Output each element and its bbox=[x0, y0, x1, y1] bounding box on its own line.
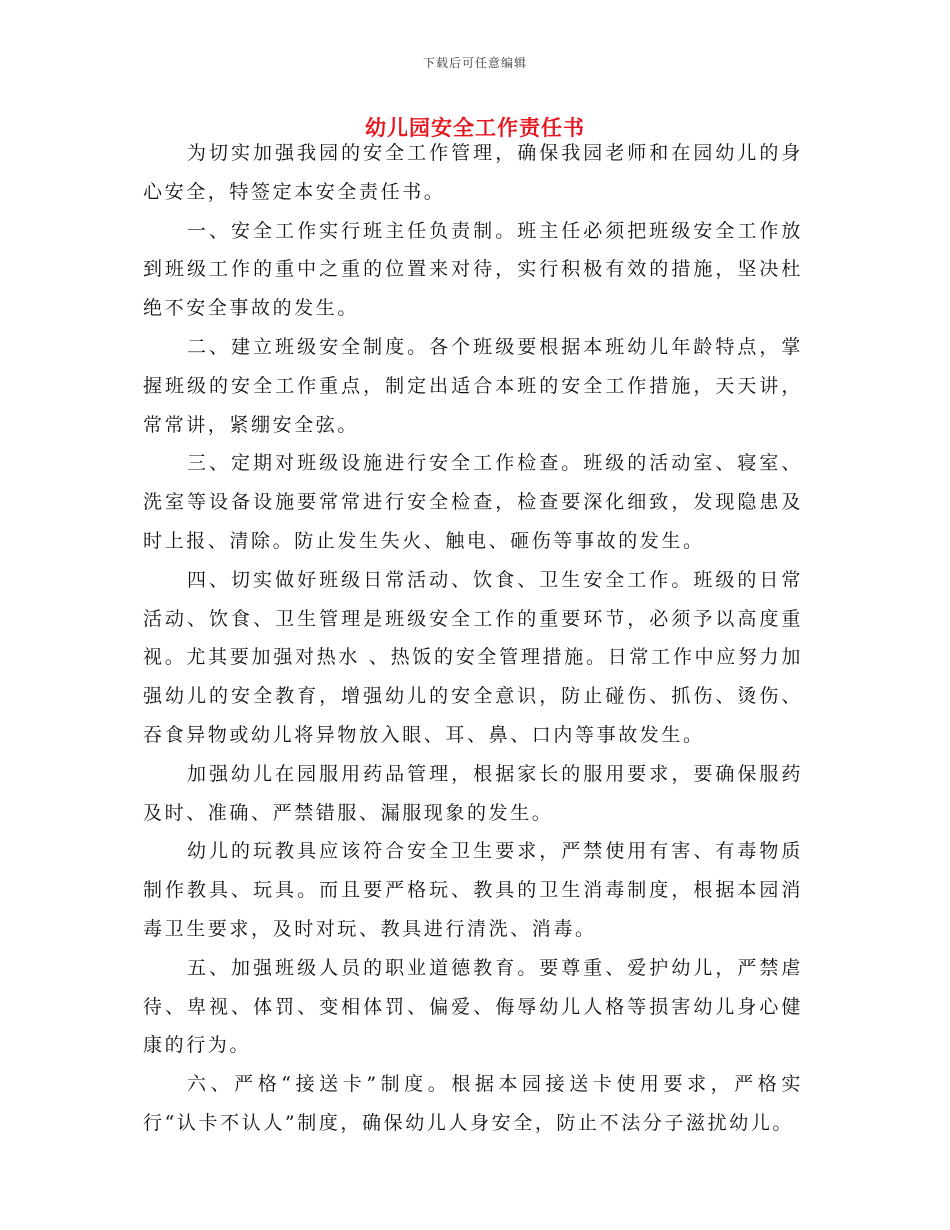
paragraph-toys: 幼儿的玩教具应该符合安全卫生要求，严禁使用有害、有毒物质制作教具、玩具。而且要严格玩、教具的卫生消毒制度，根据本园消毒卫生要求，及时对玩、教具进行清洗、消毒。 bbox=[143, 840, 803, 940]
paragraph-item-4: 四、切实做好班级日常活动、饮食、卫生安全工作。班级的日常活动、饮食、卫生管理是班级安全工作的重要环节，必须予以高度重视。尤其要加强对热水 、热饭的安全管理措施。日常工作中应努力加强幼儿的安全教育，增强幼儿的安全意识，防止碰伤、抓伤、烫伤、吞食异物或幼儿将异物放入眼、耳、鼻、口内等事故发生。 bbox=[143, 568, 803, 746]
paragraph-item-2: 二、建立班级安全制度。各个班级要根据本班幼儿年龄特点，掌握班级的安全工作重点，制定出适合本班的安全工作措施，天天讲，常常讲，紧绷安全弦。 bbox=[143, 335, 803, 436]
document-title: 幼儿园安全工作责任书 bbox=[365, 115, 585, 140]
paragraph-item-3: 三、定期对班级设施进行安全工作检查。班级的活动室、寝室、洗室等设备设施要常常进行安全检查，检查要深化细致，发现隐患及时上报、清除。防止发生失火、触电、砸伤等事故的发生。 bbox=[143, 452, 803, 552]
paragraph-item-5: 五、加强班级人员的职业道德教育。要尊重、爱护幼儿，严禁虐待、卑视、体罚、变相体罚、偏爱、侮辱幼儿人格等损害幼儿身心健康的行为。 bbox=[143, 956, 803, 1057]
paragraph-medication: 加强幼儿在园服用药品管理，根据家长的服用要求，要确保服药及时、准确、严禁错服、漏服现象的发生。 bbox=[143, 762, 803, 824]
document-body bbox=[143, 134, 803, 1143]
paragraph-intro: 为切实加强我园的安全工作管理，确保我园老师和在园幼儿的身心安全，特签定本安全责任书。 bbox=[143, 142, 803, 203]
header-note: 下载后可任意编辑 bbox=[422, 56, 527, 70]
paragraph-item-1: 一、安全工作实行班主任负责制。班主任必须把班级安全工作放到班级工作的重中之重的位置来对待，实行积极有效的措施，坚决杜绝不安全事故的发生。 bbox=[143, 219, 803, 320]
paragraph-item-6: 六、严格“接送卡”制度。根据本园接送卡使用要求，严格实行“认卡不认人”制度，确保幼儿人身安全，防止不法分子滋扰幼儿。 bbox=[143, 1073, 803, 1134]
